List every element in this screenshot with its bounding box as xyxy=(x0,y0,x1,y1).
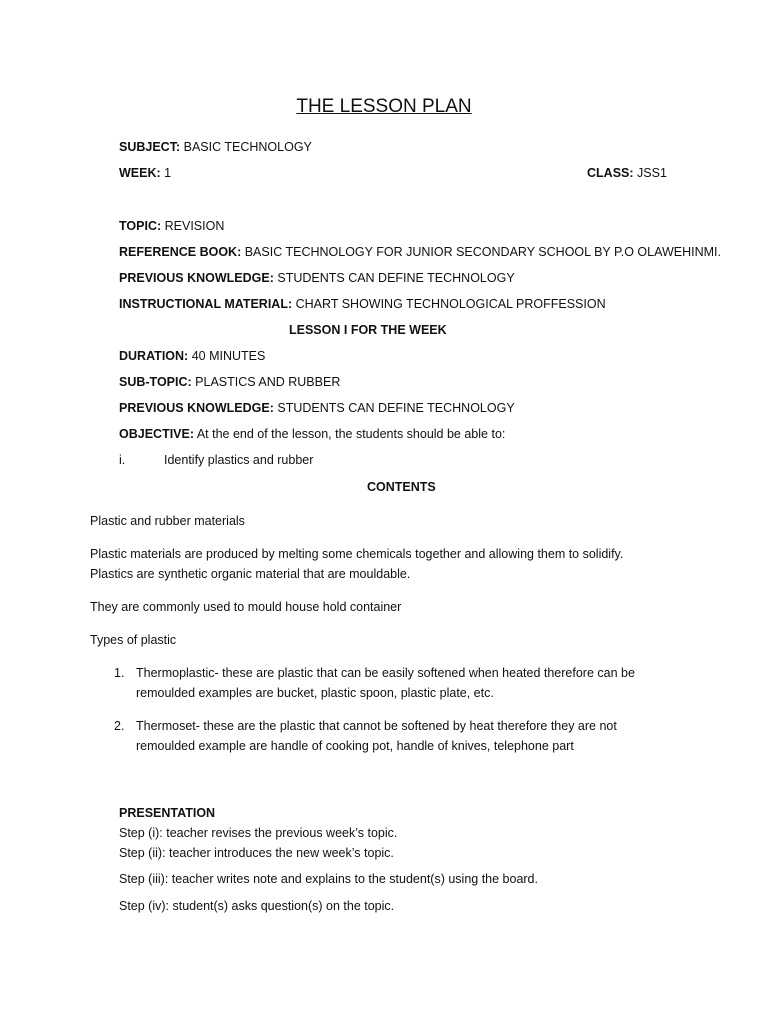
reference-book-label: REFERENCE BOOK: xyxy=(119,245,242,259)
duration-line xyxy=(119,348,265,364)
contents-paragraph-2-line-2: Plastics are synthetic organic material that are mouldable. xyxy=(90,567,411,581)
subject-value: BASIC TECHNOLOGY xyxy=(183,140,312,154)
previous-knowledge-value-2: STUDENTS CAN DEFINE TECHNOLOGY xyxy=(277,401,515,415)
contents-paragraph-1: Plastic and rubber materials xyxy=(90,514,245,528)
sub-topic-line xyxy=(119,374,340,390)
contents-paragraph-2-line-1: Plastic materials are produced by melting some chemicals together and allowing them to solidify. xyxy=(90,547,624,561)
week-value: 1 xyxy=(164,166,172,180)
lesson-heading: LESSON I FOR THE WEEK xyxy=(289,323,447,337)
class-line xyxy=(587,165,667,181)
topic-value: REVISION xyxy=(164,219,225,233)
objective-value: At the end of the lesson, the students should be able to: xyxy=(196,427,506,441)
topic-line xyxy=(119,218,224,234)
objective-label: OBJECTIVE: xyxy=(119,427,195,441)
topic-label: TOPIC: xyxy=(119,219,162,233)
class-label: CLASS: xyxy=(587,166,634,180)
objective-line xyxy=(119,426,505,442)
previous-knowledge-value: STUDENTS CAN DEFINE TECHNOLOGY xyxy=(277,271,515,285)
previous-knowledge-label-2: PREVIOUS KNOWLEDGE: xyxy=(119,401,274,415)
contents-paragraph-3: They are commonly used to mould house hold container xyxy=(90,600,402,614)
presentation-step-4: Step (iv): student(s) asks question(s) on the topic. xyxy=(119,899,395,913)
type-2-line-2: remoulded example are handle of cooking pot, handle of knives, telephone part xyxy=(136,739,574,753)
sub-topic-label: SUB-TOPIC: xyxy=(119,375,192,389)
type-1-line-2: remoulded examples are bucket, plastic spoon, plastic plate, etc. xyxy=(136,686,494,700)
contents-paragraph-4: Types of plastic xyxy=(90,633,177,647)
page-title: THE LESSON PLAN xyxy=(296,96,472,117)
instructional-material-label: INSTRUCTIONAL MATERIAL: xyxy=(119,297,293,311)
presentation-heading: PRESENTATION xyxy=(119,806,216,820)
contents-heading: CONTENTS xyxy=(367,480,436,494)
objective-item-text: Identify plastics and rubber xyxy=(164,453,314,467)
type-1-line-1: Thermoplastic- these are plastic that can be easily softened when heated therefore can be xyxy=(136,666,635,680)
reference-book-value: BASIC TECHNOLOGY FOR JUNIOR SECONDARY SCHOOL BY P.O OLAWEHINMI. xyxy=(244,245,721,259)
instructional-material-line xyxy=(119,296,606,312)
objective-item-marker: i. xyxy=(119,453,126,467)
presentation-step-3: Step (iii): teacher writes note and explains to the student(s) using the board. xyxy=(119,872,538,886)
instructional-material-value: CHART SHOWING TECHNOLOGICAL PROFFESSION xyxy=(295,297,606,311)
previous-knowledge-line-2 xyxy=(119,400,515,416)
subject-line xyxy=(119,139,312,155)
sub-topic-value: PLASTICS AND RUBBER xyxy=(195,375,341,389)
previous-knowledge-line xyxy=(119,270,515,286)
type-1-marker: 1. xyxy=(114,666,125,680)
week-line xyxy=(119,165,171,181)
week-label: WEEK: xyxy=(119,166,161,180)
duration-label: DURATION: xyxy=(119,349,189,363)
reference-book-line xyxy=(119,244,721,260)
presentation-step-2: Step (ii): teacher introduces the new week’s topic. xyxy=(119,846,394,860)
type-2-line-1: Thermoset- these are the plastic that cannot be softened by heat therefore they are not xyxy=(136,719,617,733)
previous-knowledge-label: PREVIOUS KNOWLEDGE: xyxy=(119,271,274,285)
type-2-marker: 2. xyxy=(114,719,125,733)
duration-value: 40 MINUTES xyxy=(191,349,266,363)
subject-label: SUBJECT: xyxy=(119,140,181,154)
presentation-step-1: Step (i): teacher revises the previous week’s topic. xyxy=(119,826,398,840)
class-value: JSS1 xyxy=(637,166,667,180)
